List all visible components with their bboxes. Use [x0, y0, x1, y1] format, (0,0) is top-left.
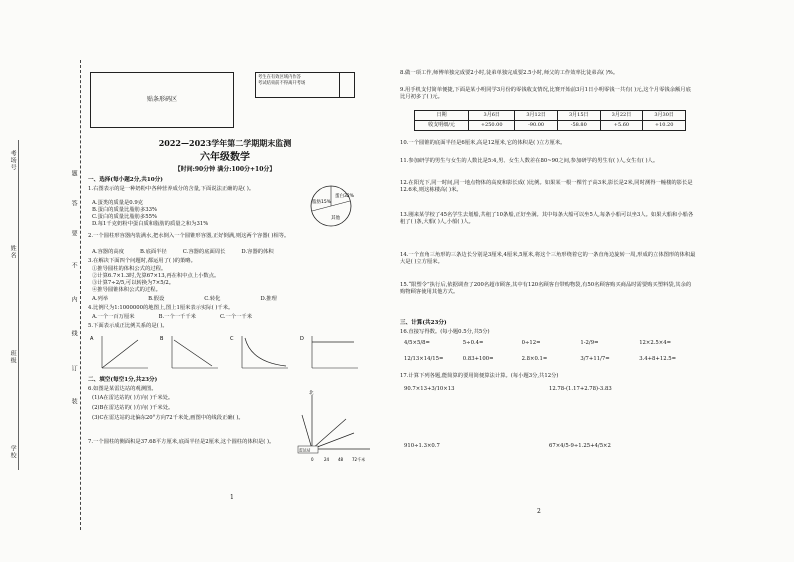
field-class: 班级	[9, 350, 17, 364]
page-number-1: 1	[230, 494, 234, 501]
seal-char: 装	[70, 398, 78, 405]
section-3-heading: 三、计算(共23分)	[400, 320, 447, 326]
option: A.容器的高度	[92, 249, 124, 255]
graph-a	[90, 336, 148, 368]
pie-label: 其他	[331, 216, 340, 221]
calc-item: 90.7×13+3/10×13	[404, 386, 455, 392]
table-header: 3月12日	[515, 111, 558, 121]
table-cell: -90.00	[515, 120, 558, 130]
q5-graphs	[88, 332, 374, 374]
notice-box	[255, 72, 355, 98]
table-cell: +250.00	[469, 120, 515, 130]
table-row-label: 收支明细/元	[415, 120, 469, 130]
question-8: 8.做一项工作,师傅单独完成要2小时,徒弟单独完成要2.5小时,师父的工作效率比徒弟高( )%。	[400, 70, 619, 76]
radar-label: 24	[324, 457, 330, 462]
radar-label: 北	[309, 391, 314, 396]
option: C.蛋白的质量比脂肪多55%	[92, 214, 157, 221]
table-cell: +10.20	[643, 120, 686, 130]
right-column	[400, 70, 696, 510]
item: ①推导圆柱的体积公式的过程。	[92, 266, 167, 272]
option: B.底面半径	[140, 249, 167, 255]
table-header: 3月15日	[557, 111, 600, 121]
graph-label: D	[300, 336, 304, 342]
item: (2)B在雷达站的( )方向( )千米处。	[92, 405, 174, 412]
graph-b	[160, 336, 218, 368]
seal-char: 不	[70, 262, 78, 269]
graph-d	[300, 336, 358, 368]
item: ③计算7÷2/5,可以转换为7×5/2。	[92, 280, 175, 287]
question-2: 2.一个圆柱形容器内装满水,把水倒入一个圆锥形容器,正好倒满,则这两个容器( )相等。	[88, 233, 290, 239]
exam-title: 2022—2023学年第二学期期末监测	[158, 138, 292, 148]
radar-diagram	[284, 389, 374, 467]
time-score: 【时间:90分钟 满分:100分+10分】	[174, 166, 276, 173]
question-4: 4.比例尺为1:1000000的地图上,图上1厘米表示实际( )千米。	[88, 305, 234, 311]
mental-calc-item: 12×2.5×4=	[639, 340, 672, 346]
q4-options	[92, 314, 378, 321]
option: C.转化	[204, 296, 221, 302]
binding-line	[18, 140, 19, 470]
question-15: 15.“限塑令”执行后,依据调查了200名超市顾客,其中有120名顾客自带购物袋,有50名顾客购买商品时需要购买塑料袋,其余的购物顾客使用其他方式。	[400, 282, 692, 296]
page-number-2: 2	[537, 508, 541, 515]
seal-dashed-line	[80, 60, 81, 530]
option: A.列举	[92, 296, 109, 302]
seal-char: 答	[70, 200, 78, 207]
mental-calc-item: 5÷0.4=	[462, 340, 484, 346]
option: D.推理	[260, 296, 277, 302]
q6-items	[92, 395, 282, 422]
question-3: 3.在解决下面四个问题时,都运用了( )的策略。	[88, 258, 196, 264]
option: A.蛋类的质量是0.9克	[92, 200, 144, 206]
question-14: 14.一个直角三角形的三条边长分别是3厘米,4厘米,5厘米,将这个三角形绕着它的一条直角边旋转一周,形成的立体图形的体积最大是( )立方厘米。	[400, 252, 696, 266]
question-1: 1.右图表示的是一种奶粉中各种营养成分的含量,下面说法正确的是( )。	[88, 186, 255, 192]
radar-label: 雷达站	[299, 447, 311, 453]
nutrition-pie-chart	[303, 181, 363, 231]
question-11: 11.参加研学的男生与女生的人数比是5:4,男、女生人数差在80~90之间,参加研学的男生有( )人,女生有( )人。	[400, 158, 659, 164]
option: C.一个一千米	[219, 314, 252, 320]
question-6: 6.如图是某雷达站的观测图。	[88, 386, 157, 392]
graph-label: C	[230, 336, 234, 342]
pie-label: 脂肪15%	[312, 200, 332, 205]
radar-label: 0	[311, 457, 314, 462]
graph-label: B	[160, 336, 164, 342]
table-cell: +5.60	[600, 120, 643, 130]
graph-label: A	[90, 336, 94, 342]
field-name: 姓名	[9, 245, 17, 259]
calc-item: 67×4/5-9÷1.25+4/5×2	[549, 443, 611, 450]
item: ④推导圆锥体积公式的过程。	[92, 287, 161, 294]
option: D.每1千克奶粉中蛋白质和脂肪的质量之和为31%	[92, 221, 209, 228]
subject-title: 六年级数学	[200, 152, 250, 163]
field-kaochang: 考场号	[9, 150, 17, 171]
left-column	[88, 177, 374, 507]
table-header: 3月22日	[600, 111, 643, 121]
barcode-area: 贴条形码区	[90, 72, 234, 128]
seal-char: 要	[70, 230, 78, 237]
question-17: 17.计算下列各题,能简算的要用简便算法计算。(每小题3分,共12分)	[400, 373, 559, 379]
seal-char: 订	[70, 365, 78, 372]
question-16: 16.直接写得数。(每小题0.5分,共5分)	[400, 329, 490, 335]
mental-calc-item: 12/13×14/15=	[404, 356, 444, 363]
section-1-heading: 一、选择(每小题2分,共10分)	[88, 177, 163, 183]
notice-line: 考试结束前不得离开考场	[258, 80, 306, 86]
section-2-heading: 二、填空(每空1分,共23分)	[88, 377, 158, 383]
item: (3)C在雷达站的北偏东20°方向72千米处,画图中的线段正确( )。	[92, 415, 244, 422]
graph-c	[230, 336, 288, 368]
question-5: 5.下面表示成正比例关系的是( )。	[88, 323, 168, 329]
question-10: 10.一个圆锥的底面半径是6厘米,高是12厘米,它的体积是( )立方厘米。	[400, 140, 566, 146]
question-9: 9.用手机支付简单便捷,下面是某小明同学3月份的零钱收支情况,比赛开始前3月1日小明零钱一共有( )元,这个月零钱余额月底比月初多了( )元。	[400, 87, 691, 101]
seal-char: 题	[70, 170, 78, 177]
mental-calc-item: 1-2/9=	[580, 340, 599, 346]
expense-table	[414, 110, 686, 131]
mental-calc-item: 4/5×5/8=	[404, 340, 430, 346]
option: B.蛋白的质量比脂肪多33%	[92, 207, 158, 214]
q1-options	[92, 200, 292, 229]
table-header: 日期	[415, 111, 469, 121]
seal-char: 线	[70, 330, 78, 337]
q3-options	[92, 296, 378, 303]
question-13: 13.刚来某学校了45名学生去划船,共租了10条船,正好坐满。其中每条大船可以坐5人,每条小船可以坐3人。如果大船和小船各租了( )条,大船( )人,小船( )人。	[400, 212, 694, 226]
q3-items	[92, 266, 378, 295]
mental-calc-item: 2.8×0.1=	[521, 356, 548, 363]
calc-item: 910÷1.3×0.7	[404, 443, 440, 450]
mental-calc-item: 0÷12=	[521, 340, 541, 346]
radar-label: 48	[338, 457, 344, 462]
option: D.容器的体积	[241, 249, 274, 255]
item: (1)A在雷达站的( )方向( )千米处。	[92, 395, 174, 401]
field-school: 学校	[9, 445, 17, 459]
option: B.一个一千千米	[158, 314, 196, 320]
calc-item: 12.78-(1.17+2.78)-3.83	[549, 386, 612, 392]
question-12: 12.在阳光下,同一时间,同一地点物体的高度和影长成( )比例。如果某一根一棵竹子高3米,影长是2米,同时测得一幢楼的影长是12.6米,则这栋楼高( )米。	[400, 180, 693, 194]
mental-calc-item: 0.83+100=	[462, 356, 494, 363]
item: ②计算6.7×1.3时,先算67×13,再在积中点上小数点。	[92, 273, 220, 280]
pie-label: 蛋白32%	[335, 194, 355, 199]
q16-grid	[404, 340, 694, 363]
notice-line: 考生在有效区域内作答	[258, 75, 301, 80]
q2-options	[92, 249, 378, 256]
option: A.一个一百万厘米	[92, 314, 135, 320]
radar-label: 72千米	[352, 457, 366, 462]
question-7: 7.一个圆柱的侧面积是37.68平方厘米,底面半径是2厘米,这个圆柱的体积是( )。	[88, 439, 275, 445]
table-cell: -58.80	[557, 120, 600, 130]
option: C.容器的底面周长	[182, 249, 226, 255]
mental-calc-item: 3.4+8+12.5=	[639, 356, 677, 363]
mental-calc-item: 3/7+11/7=	[580, 356, 610, 363]
table-header: 3月30日	[643, 111, 686, 121]
table-header: 3月6日	[469, 111, 515, 121]
seal-char: 内	[70, 296, 78, 303]
q17-grid	[404, 386, 694, 450]
option: B.假设	[148, 296, 165, 302]
